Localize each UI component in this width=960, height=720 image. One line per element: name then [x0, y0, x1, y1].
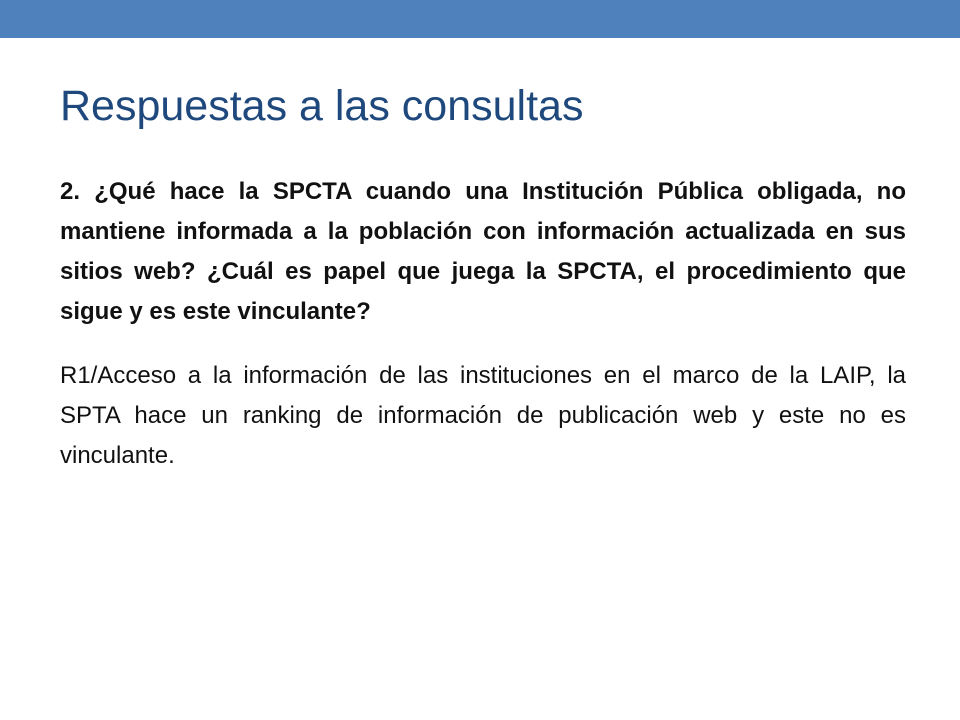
slide-content: [60, 172, 906, 476]
top-accent-bar: [0, 0, 960, 38]
slide-title: Respuestas a las consultas: [60, 82, 584, 130]
question-text: 2. ¿Qué hace la SPCTA cuando una Institución Pública obligada, no mantiene informada a la población con información actualizada en sus sitios web? ¿Cuál es papel que juega la SPCTA, el procedimiento que sigue y es este vinculante?: [60, 178, 906, 325]
answer-text: R1/Acceso a la información de las instituciones en el marco de la LAIP, la SPTA hace un ranking de información de publicación web y este no es vinculante.: [60, 362, 906, 469]
